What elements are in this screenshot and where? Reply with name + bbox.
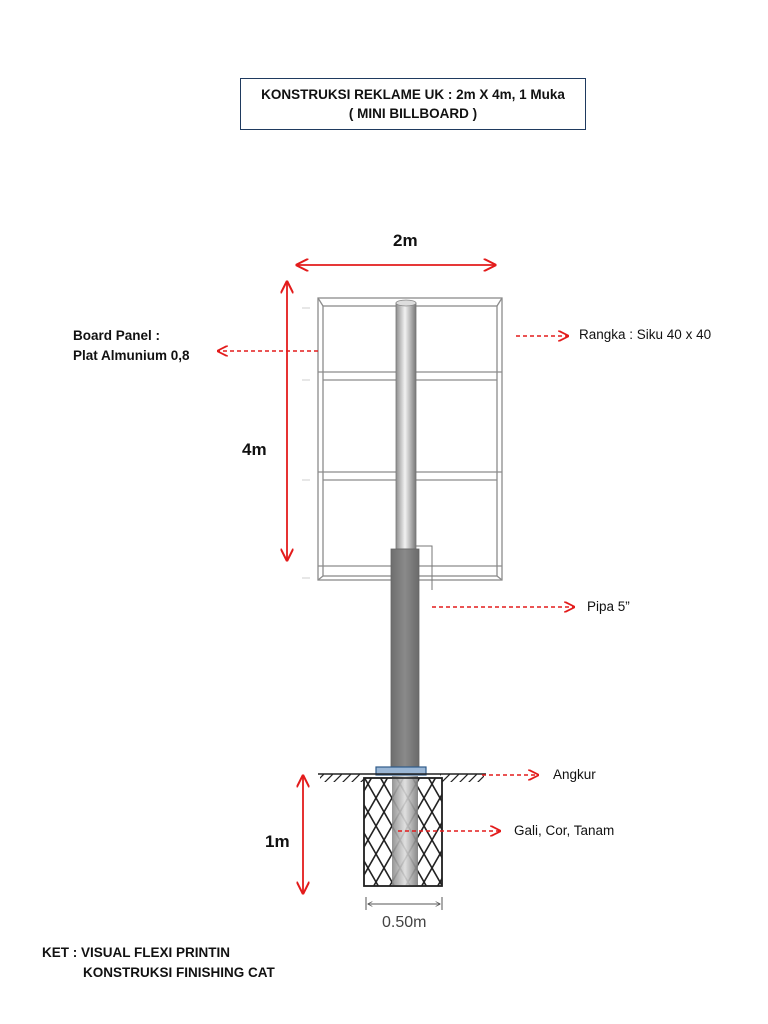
rangka-label: Rangka : Siku 40 x 40 — [579, 327, 712, 342]
gali-label: Gali, Cor, Tanam — [514, 823, 615, 838]
board-panel-line-1: Board Panel : — [73, 328, 161, 343]
depth-label: 1m — [265, 832, 290, 851]
footing-width-label: 0.50m — [382, 914, 427, 931]
title-line-1: KONSTRUKSI REKLAME UK : 2m X 4m, 1 Muka — [261, 87, 565, 102]
angkur-label: Angkur — [553, 767, 596, 782]
title-line-2: ( MINI BILLBOARD ) — [348, 106, 478, 121]
notes — [42, 943, 275, 983]
height-label: 4m — [242, 440, 267, 459]
frame-ticks — [302, 308, 310, 578]
pipe-5-inch — [391, 549, 419, 773]
board-panel-label — [73, 326, 190, 366]
board-panel-line-2: Plat Almunium 0,8 — [73, 348, 190, 363]
notes-line-1: KET : VISUAL FLEXI PRINTIN — [42, 945, 231, 960]
notes-line-2: KONSTRUKSI FINISHING CAT — [83, 965, 275, 980]
upper-pole — [396, 303, 416, 549]
title-box — [240, 78, 586, 130]
footing-width-dimension — [366, 897, 442, 910]
pipa-label: Pipa 5” — [587, 599, 630, 614]
width-label: 2m — [393, 231, 418, 250]
